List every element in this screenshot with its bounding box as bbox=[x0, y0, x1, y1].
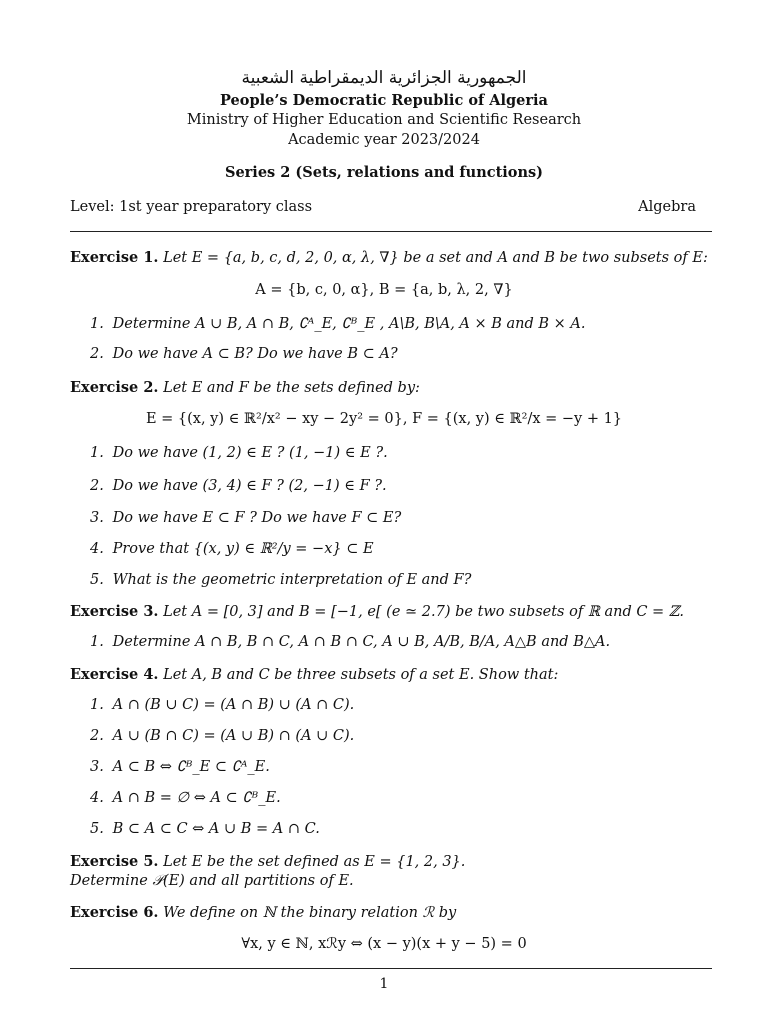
exercise-1-label: Exercise 1. bbox=[70, 249, 159, 266]
exercise-1-item-2: 2. Do we have A ⊂ B? Do we have B ⊂ A? bbox=[90, 346, 398, 362]
exercise-1 bbox=[70, 248, 710, 268]
item-text: Prove that {(x, y) ∈ ℝ²/y = −x} ⊂ E bbox=[112, 541, 374, 557]
page-number: 1 bbox=[379, 976, 389, 992]
exercise-2-item-3: 3. Do we have E ⊂ F ? Do we have F ⊂ E? bbox=[90, 510, 402, 526]
exercise-2-label: Exercise 2. bbox=[70, 379, 159, 396]
exercise-1-statement: Let E = {a, b, c, d, 2, 0, α, λ, ∇} be a set and A and B be two subsets of E: bbox=[163, 250, 708, 266]
series-title: Series 2 (Sets, relations and functions) bbox=[224, 164, 544, 181]
exercise-2 bbox=[70, 378, 710, 398]
country-title: People’s Democratic Republic of Algeria bbox=[220, 92, 548, 109]
subject-label: Algebra bbox=[638, 199, 696, 215]
item-text: Determine A ∩ B, B ∩ C, A ∩ B ∩ C, A ∪ B, A/B, B/A, A△B and B△A. bbox=[112, 634, 611, 650]
ministry-line: Ministry of Higher Education and Scientific Research bbox=[186, 112, 582, 128]
exercise-4-item-5: 5. B ⊂ A ⊂ C ⇔ A ∪ B = A ∩ C. bbox=[90, 821, 320, 837]
item-text: Do we have A ⊂ B? Do we have B ⊂ A? bbox=[112, 346, 398, 362]
item-text: Do we have (3, 4) ∈ F ? (2, −1) ∈ F ?. bbox=[112, 478, 387, 494]
item-text: A ⊂ B ⇔ ∁ᴮ_E ⊂ ∁ᴬ_E. bbox=[112, 759, 270, 775]
bottom-divider bbox=[70, 968, 712, 969]
exercise-1-display: A = {b, c, 0, α}, B = {a, b, λ, 2, ∇} bbox=[255, 282, 513, 298]
exercise-2-item-2: 2. Do we have (3, 4) ∈ F ? (2, −1) ∈ F ?. bbox=[90, 478, 387, 494]
item-text: A ∪ (B ∩ C) = (A ∪ B) ∩ (A ∪ C). bbox=[112, 728, 355, 744]
exercise-3-statement: Let A = [0, 3] and B = [−1, e[ (e ≃ 2.7) be two subsets of ℝ and C = ℤ. bbox=[163, 604, 685, 620]
meta-row bbox=[70, 199, 696, 215]
exercise-2-item-1: 1. Do we have (1, 2) ∈ E ? (1, −1) ∈ E ?. bbox=[90, 445, 388, 461]
level-label: Level: 1st year preparatory class bbox=[70, 199, 313, 215]
exercise-4-item-2: 2. A ∪ (B ∩ C) = (A ∪ B) ∩ (A ∪ C). bbox=[90, 728, 355, 744]
exercise-4-label: Exercise 4. bbox=[70, 666, 159, 683]
exercise-2-display: E = {(x, y) ∈ ℝ²/x² − xy − 2y² = 0}, F = {(x, y) ∈ ℝ²/x = −y + 1} bbox=[145, 411, 623, 427]
exercise-3-item-1: 1. Determine A ∩ B, B ∩ C, A ∩ B ∩ C, A ∪ B, A/B, B/A, A△B and B△A. bbox=[90, 634, 611, 650]
exercise-6-statement: We define on ℕ the binary relation ℛ by bbox=[163, 905, 457, 921]
exercise-6 bbox=[70, 903, 710, 923]
exercise-4-statement: Let A, B and C be three subsets of a set E. Show that: bbox=[163, 667, 559, 683]
item-text: A ∩ (B ∪ C) = (A ∩ B) ∪ (A ∩ C). bbox=[112, 697, 355, 713]
item-text: Do we have (1, 2) ∈ E ? (1, −1) ∈ E ?. bbox=[112, 445, 388, 461]
exercise-5-statement: Let E be the set defined as E = {1, 2, 3}. bbox=[163, 854, 466, 870]
exercise-2-statement: Let E and F be the sets defined by: bbox=[163, 380, 420, 396]
exercise-2-item-5: 5. What is the geometric interpretation of E and F? bbox=[90, 572, 472, 588]
arabic-heading: الجمهورية الجزائرية الديمقراطية الشعبية bbox=[241, 68, 527, 88]
exercise-2-item-4: 4. Prove that {(x, y) ∈ ℝ²/y = −x} ⊂ E bbox=[90, 541, 374, 557]
exercise-6-display: ∀x, y ∈ ℕ, xℛy ⇔ (x − y)(x + y − 5) = 0 bbox=[241, 936, 527, 952]
item-text: B ⊂ A ⊂ C ⇔ A ∪ B = A ∩ C. bbox=[112, 821, 320, 837]
exercise-3-label: Exercise 3. bbox=[70, 603, 159, 620]
academic-year: Academic year 2023/2024 bbox=[288, 132, 480, 148]
exercise-5-label: Exercise 5. bbox=[70, 853, 159, 870]
item-text: Determine A ∪ B, A ∩ B, ∁ᴬ_E, ∁ᴮ_E , A\B, B\A, A × B and B × A. bbox=[112, 316, 586, 332]
exercise-4-item-4: 4. A ∩ B = ∅ ⇔ A ⊂ ∁ᴮ_E. bbox=[90, 790, 281, 806]
exercise-4 bbox=[70, 665, 710, 685]
item-text: A ∩ B = ∅ ⇔ A ⊂ ∁ᴮ_E. bbox=[112, 790, 281, 806]
exercise-3 bbox=[70, 602, 710, 622]
exercise-1-item-1: 1. Determine A ∪ B, A ∩ B, ∁ᴬ_E, ∁ᴮ_E , A\B, B\A, A × B and B × A. bbox=[90, 316, 586, 332]
exercise-5 bbox=[70, 852, 710, 872]
exercise-4-item-3: 3. A ⊂ B ⇔ ∁ᴮ_E ⊂ ∁ᴬ_E. bbox=[90, 759, 270, 775]
exercise-6-label: Exercise 6. bbox=[70, 904, 159, 921]
exercise-4-item-1: 1. A ∩ (B ∪ C) = (A ∩ B) ∪ (A ∩ C). bbox=[90, 697, 355, 713]
item-text: Do we have E ⊂ F ? Do we have F ⊂ E? bbox=[112, 510, 402, 526]
exercise-5-statement-2: Determine 𝒫(E) and all partitions of E. bbox=[70, 873, 354, 889]
top-divider bbox=[70, 231, 712, 232]
item-text: What is the geometric interpretation of E and F? bbox=[112, 572, 472, 588]
